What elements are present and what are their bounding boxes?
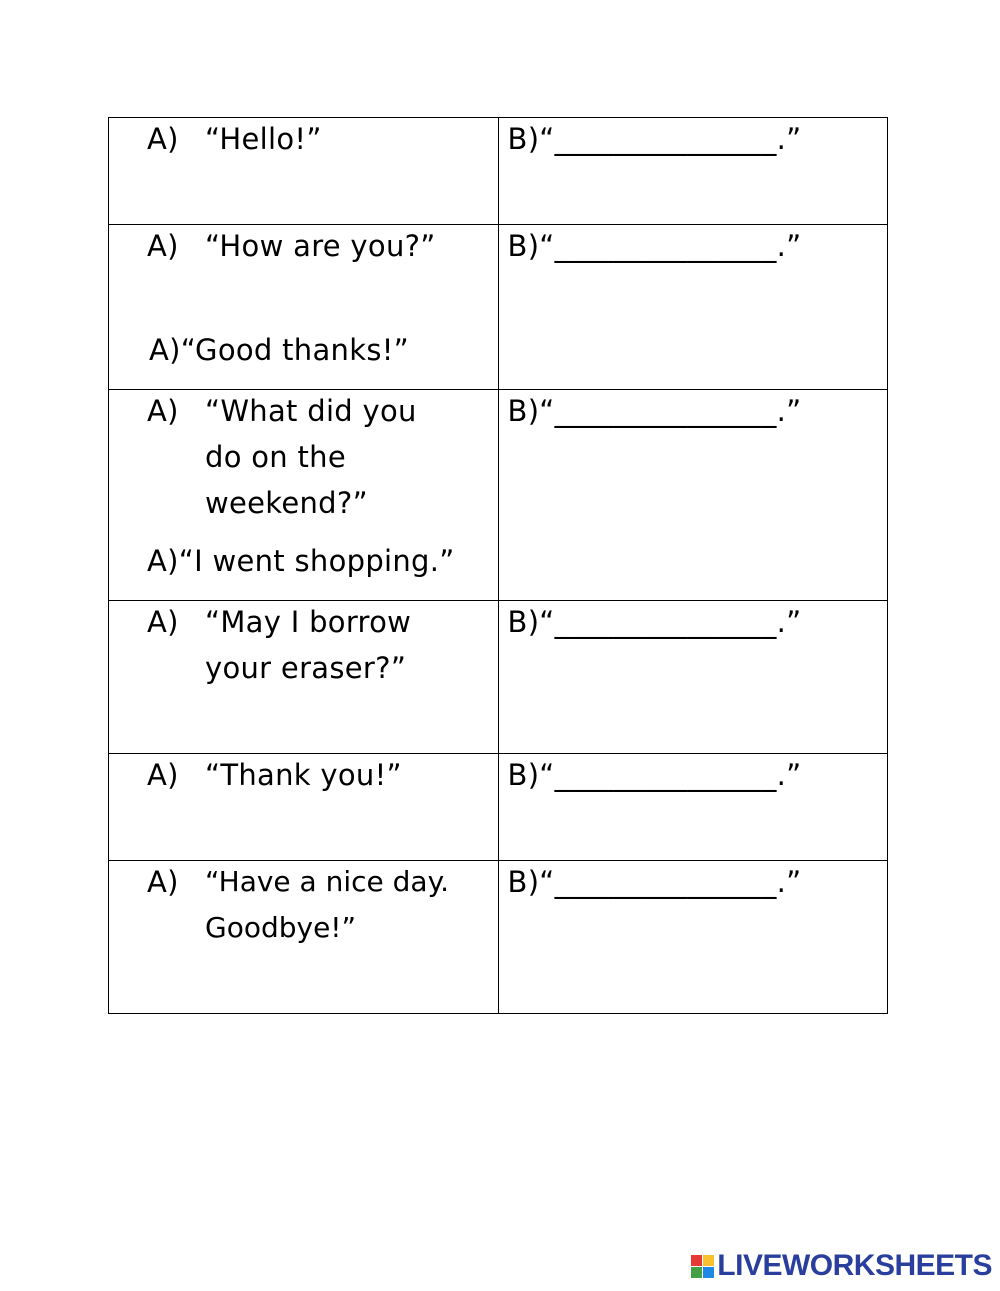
speaker-a-text: “What did you do on the weekend?”	[205, 394, 417, 520]
table-row	[109, 225, 888, 390]
speaker-a-cell	[109, 390, 499, 601]
liveworksheets-logo-icon	[691, 1255, 714, 1278]
speaker-a-cell	[109, 754, 499, 861]
speaker-a-cell	[109, 118, 499, 225]
speaker-a-text: “Hello!”	[205, 122, 322, 156]
brand-name: LIVEWORKSHEETS	[717, 1249, 992, 1282]
speaker-b-cell[interactable]	[498, 118, 888, 225]
speaker-a-cell	[109, 601, 499, 754]
dialogue-table	[108, 117, 888, 1014]
speaker-b-cell[interactable]	[498, 390, 888, 601]
speaker-a-cell	[109, 225, 499, 390]
table-row	[109, 118, 888, 225]
speaker-a-reply: A)“I went shopping.”	[147, 544, 455, 578]
speaker-b-blank[interactable]: B)“_______________.”	[507, 865, 802, 899]
speaker-a-cell	[109, 861, 499, 1014]
speaker-a-label: A)	[147, 605, 179, 639]
speaker-a-label: A)	[147, 865, 179, 899]
speaker-a-text: “Have a nice day. Goodbye!”	[205, 865, 450, 944]
speaker-a-reply: A)“Good thanks!”	[149, 333, 409, 367]
speaker-b-blank[interactable]: B)“_______________.”	[507, 758, 802, 792]
speaker-a-text: “Thank you!”	[205, 758, 402, 792]
speaker-b-blank[interactable]: B)“_______________.”	[507, 605, 802, 639]
speaker-a-text: “How are you?”	[205, 229, 436, 263]
speaker-b-cell[interactable]	[498, 861, 888, 1014]
table-row	[109, 390, 888, 601]
speaker-a-label: A)	[147, 229, 179, 263]
speaker-b-blank[interactable]: B)“_______________.”	[507, 394, 802, 428]
speaker-b-blank[interactable]: B)“_______________.”	[507, 122, 802, 156]
speaker-a-label: A)	[147, 394, 179, 428]
table-row	[109, 861, 888, 1014]
speaker-a-label: A)	[147, 758, 179, 792]
table-row	[109, 601, 888, 754]
table-row	[109, 754, 888, 861]
speaker-b-cell[interactable]	[498, 225, 888, 390]
liveworksheets-brand	[691, 1249, 992, 1283]
speaker-a-text: “May I borrow your eraser?”	[205, 605, 412, 685]
speaker-b-cell[interactable]	[498, 601, 888, 754]
speaker-b-blank[interactable]: B)“_______________.”	[507, 229, 802, 263]
speaker-b-cell[interactable]	[498, 754, 888, 861]
speaker-a-label: A)	[147, 122, 179, 156]
